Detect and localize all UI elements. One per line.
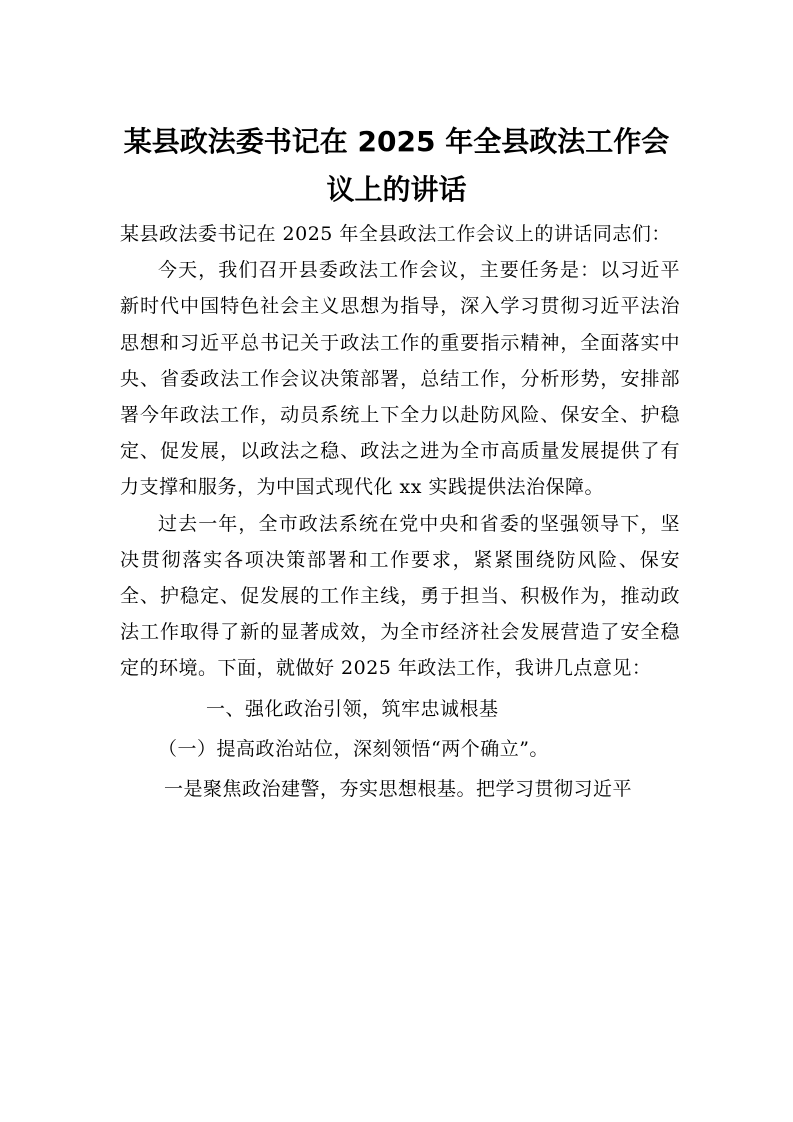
subsection-heading-1: （一）提高政治站位，深刻领悟“两个确立”。 <box>158 737 549 760</box>
title-line-1: 某县政法委书记在 2025 年全县政法工作会 <box>123 125 670 158</box>
paragraph-1: 今天，我们召开县委政法工作会议，主要任务是：以习近平新时代中国特色社会主义思想为指导，深入学习贯彻习近平法治思想和习近平总书记关于政法工作的重要指示精神，全面落实中央、省委政法工作会议决策部署，总结工作，分析形势，安排部署今年政法工作，动员系统上下全力以赴防风险、保安全、护稳定、促发展，以政法之稳、政法之进为全市高质量发展提供了有力支撑和服务，为中国式现代化 xx 实践提供法治保障。 <box>120 259 680 499</box>
paragraph-2: 过去一年，全市政法系统在党中央和省委的坚强领导下，坚决贯彻落实各项决策部署和工作要求，紧紧围绕防风险、保安全、护稳定、促发展的工作主线，勇于担当、积极作为，推动政法工作取得了新的显著成效，为全市经济社会发展营造了安全稳定的环境。下面，就做好 2025 年政法工作，我讲几点意见： <box>120 512 680 680</box>
paragraph-3: 一是聚焦政治建警，夯实思想根基。把学习贯彻习近平 <box>164 778 633 801</box>
opening-paragraph: 某县政法委书记在 2025 年全县政法工作会议上的讲话同志们： <box>120 223 671 245</box>
document-body <box>120 216 680 807</box>
title-line-2: 议上的讲话 <box>326 173 467 206</box>
section-heading-1: 一、强化政治引领，筑牢忠诚根基 <box>206 697 499 720</box>
document-title <box>100 118 693 214</box>
